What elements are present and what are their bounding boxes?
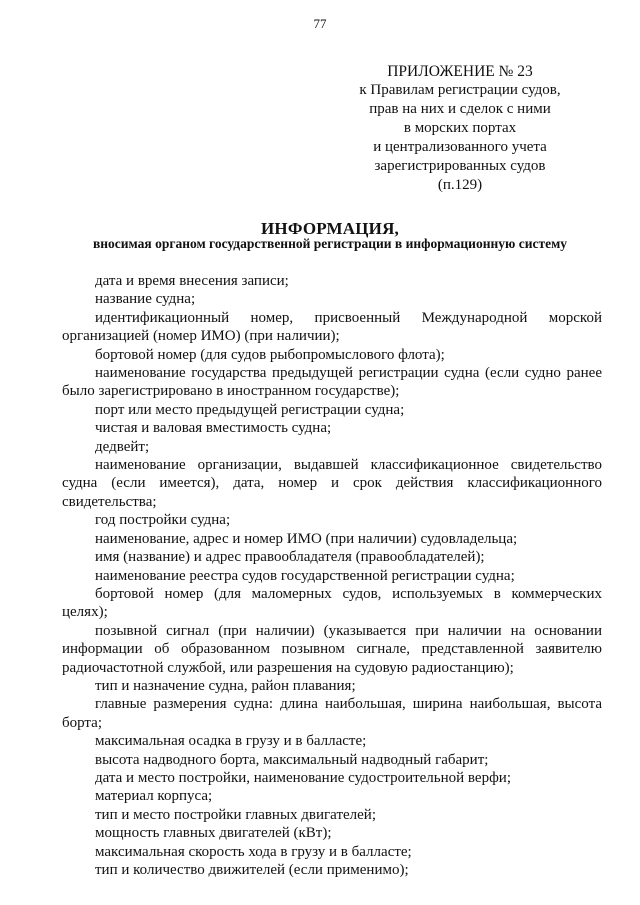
list-item: идентификационный номер, присвоенный Международной морской организацией (номер ИМО) (при наличии); <box>62 309 602 345</box>
appendix-line: прав на них и сделок с ними <box>369 101 551 117</box>
list-item: тип и место постройки главных двигателей; <box>95 806 377 823</box>
list-item: тип и назначение судна, район плавания; <box>95 677 356 694</box>
list-item: главные размерения судна: длина наибольшая, ширина наибольшая, высота борта; <box>62 696 602 731</box>
list-item: мощность главных двигателей (кВт); <box>95 825 332 842</box>
list-item: дата и время внесения записи; <box>95 273 289 289</box>
list-item: чистая и валовая вместимость судна; <box>95 420 332 437</box>
list-item: бортовой номер (для судов рыбопромыслового флота); <box>95 346 445 363</box>
list-item: наименование организации, выдавшей классификационное свидетельство судна (если имеется), дата, номер и срок действия классификационного свидетельства; <box>62 457 602 510</box>
list-item: дата и место постройки, наименование судостроительной верфи; <box>95 769 512 786</box>
list-item: максимальная скорость хода в грузу и в балласте; <box>95 843 412 860</box>
list-item: имя (название) и адрес правообладателя (правообладателей); <box>95 549 485 566</box>
list-item: порт или место предыдущей регистрации судна; <box>95 401 405 418</box>
list-item: наименование государства предыдущей регистрации судна (если судно ранее было зарегистрировано в иностранном государстве); <box>62 365 602 400</box>
appendix-title: ПРИЛОЖЕНИЕ № 23 <box>387 63 533 80</box>
list-item: бортовой номер (для маломерных судов, используемых в коммерческих целях); <box>62 585 602 621</box>
list-item: позывной сигнал (при наличии) (указывается при наличии на основании информации об образованном позывном сигнале, представленной заявителю радиочастотной службой, или разрешения на судовую радиостанцию); <box>62 622 602 676</box>
list-item: дедвейт; <box>95 438 150 455</box>
list-item: год постройки судна; <box>95 512 231 529</box>
document-title: ИНФОРМАЦИЯ, <box>260 219 400 238</box>
appendix-line: зарегистрированных судов <box>374 158 546 174</box>
list-item: название судна; <box>95 291 196 308</box>
appendix-line: в морских портах <box>403 120 517 136</box>
list-item: тип и количество движителей (если применимо); <box>95 862 409 878</box>
appendix-block <box>330 62 590 195</box>
appendix-line: (п.129) <box>437 177 483 193</box>
appendix-line: и централизованного учета <box>373 139 547 155</box>
document-subtitle: вносимая органом государственной регистрации в информационную систему <box>92 236 568 251</box>
list-item: высота надводного борта, максимальный надводный габарит; <box>95 751 489 768</box>
information-list <box>62 272 602 879</box>
page-number: 77 <box>313 16 327 31</box>
list-item: материал корпуса; <box>95 788 213 805</box>
list-item: наименование, адрес и номер ИМО (при наличии) судовладельца; <box>95 530 518 547</box>
appendix-line: к Правилам регистрации судов, <box>359 82 561 98</box>
list-item: максимальная осадка в грузу и в балласте; <box>95 733 367 750</box>
list-item: наименование реестра судов государственной регистрации судна; <box>95 567 515 584</box>
